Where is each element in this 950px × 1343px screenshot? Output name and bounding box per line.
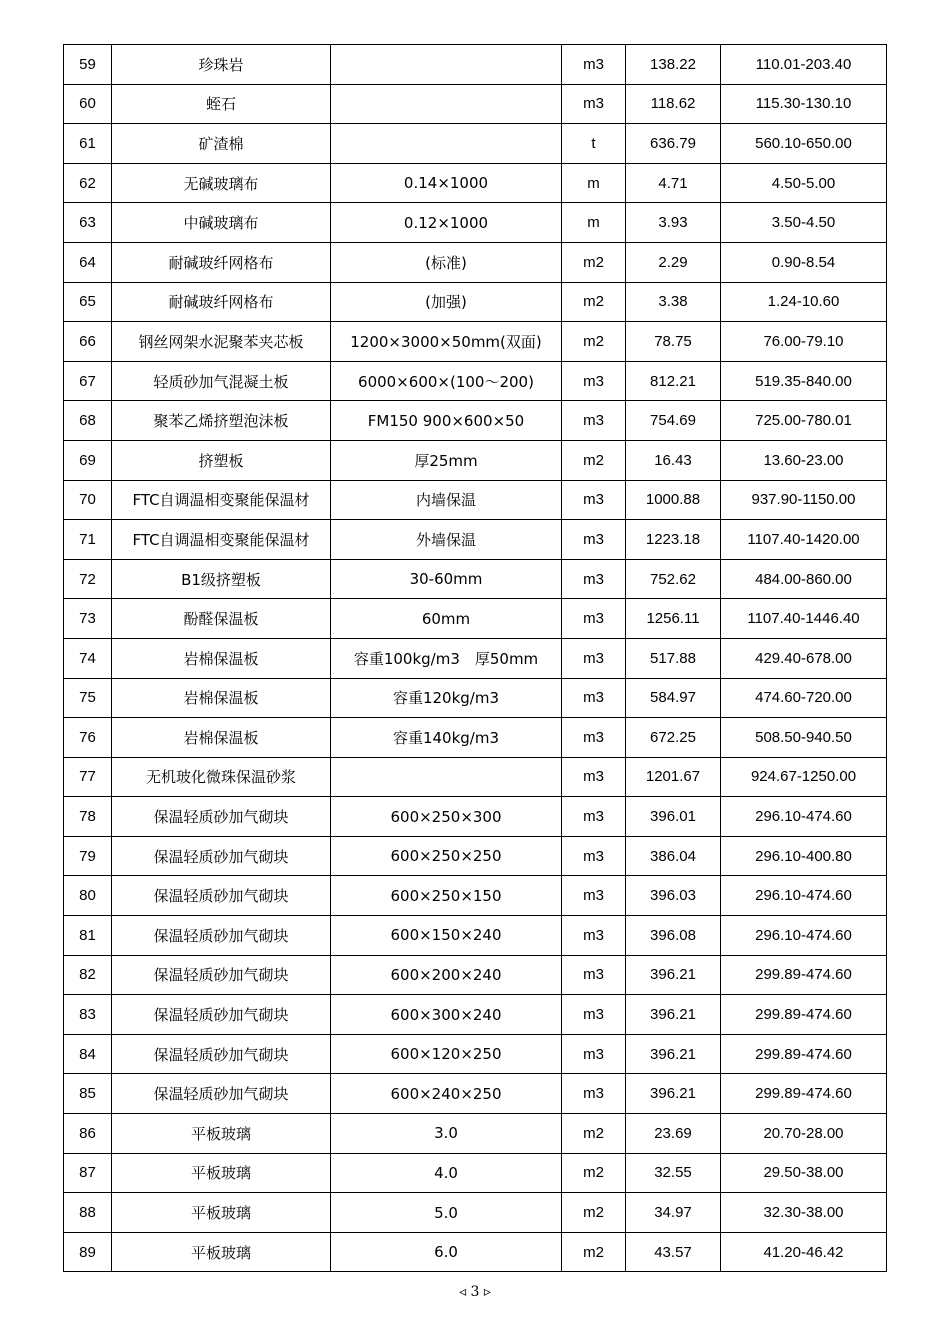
price-range-cell: 76.00-79.10 — [721, 322, 887, 362]
row-number-cell: 84 — [64, 1034, 112, 1074]
material-name-cell: 珍珠岩 — [112, 45, 331, 85]
table-row — [64, 1074, 887, 1114]
spec-cell: (加强) — [331, 282, 562, 322]
spec-cell: 容重120kg/m3 — [331, 678, 562, 718]
price-cell: 3.93 — [626, 203, 721, 243]
material-name-cell: 钢丝网架水泥聚苯夹芯板 — [112, 322, 331, 362]
price-range-cell: 1107.40-1446.40 — [721, 599, 887, 639]
material-name-cell: 中碱玻璃布 — [112, 203, 331, 243]
price-range-cell: 484.00-860.00 — [721, 559, 887, 599]
row-number-cell: 80 — [64, 876, 112, 916]
spec-cell: 600×300×240 — [331, 995, 562, 1035]
price-cell: 43.57 — [626, 1232, 721, 1272]
unit-cell: m3 — [562, 638, 626, 678]
table-row — [64, 480, 887, 520]
row-number-cell: 64 — [64, 242, 112, 282]
material-name-cell: 平板玻璃 — [112, 1232, 331, 1272]
unit-cell: m2 — [562, 282, 626, 322]
price-range-cell: 474.60-720.00 — [721, 678, 887, 718]
table-row — [64, 1153, 887, 1193]
table-row — [64, 599, 887, 639]
table-row — [64, 520, 887, 560]
spec-cell: 内墙保温 — [331, 480, 562, 520]
price-range-cell: 29.50-38.00 — [721, 1153, 887, 1193]
price-range-cell: 560.10-650.00 — [721, 124, 887, 164]
row-number-cell: 67 — [64, 361, 112, 401]
material-name-cell: FTC自调温相变聚能保温材 — [112, 520, 331, 560]
spec-cell: 30-60mm — [331, 559, 562, 599]
price-cell: 1000.88 — [626, 480, 721, 520]
row-number-cell: 59 — [64, 45, 112, 85]
unit-cell: m3 — [562, 797, 626, 837]
row-number-cell: 76 — [64, 718, 112, 758]
material-name-cell: 平板玻璃 — [112, 1153, 331, 1193]
table-row — [64, 559, 887, 599]
spec-cell: 600×120×250 — [331, 1034, 562, 1074]
price-cell: 636.79 — [626, 124, 721, 164]
price-cell: 517.88 — [626, 638, 721, 678]
price-cell: 386.04 — [626, 836, 721, 876]
table-row — [64, 242, 887, 282]
table-row — [64, 1114, 887, 1154]
row-number-cell: 70 — [64, 480, 112, 520]
row-number-cell: 89 — [64, 1232, 112, 1272]
price-range-cell: 20.70-28.00 — [721, 1114, 887, 1154]
table-row — [64, 718, 887, 758]
table-row — [64, 361, 887, 401]
spec-cell — [331, 84, 562, 124]
spec-cell: 容重100kg/m3 厚50mm — [331, 638, 562, 678]
price-cell: 584.97 — [626, 678, 721, 718]
row-number-cell: 68 — [64, 401, 112, 441]
table-row — [64, 203, 887, 243]
row-number-cell: 69 — [64, 440, 112, 480]
material-name-cell: 保温轻质砂加气砌块 — [112, 995, 331, 1035]
price-cell: 752.62 — [626, 559, 721, 599]
spec-cell: 0.14×1000 — [331, 163, 562, 203]
price-range-cell: 3.50-4.50 — [721, 203, 887, 243]
price-range-cell: 725.00-780.01 — [721, 401, 887, 441]
row-number-cell: 73 — [64, 599, 112, 639]
row-number-cell: 79 — [64, 836, 112, 876]
material-name-cell: 岩棉保温板 — [112, 678, 331, 718]
unit-cell: m2 — [562, 242, 626, 282]
material-name-cell: 无机玻化微珠保温砂浆 — [112, 757, 331, 797]
price-cell: 754.69 — [626, 401, 721, 441]
unit-cell: m3 — [562, 559, 626, 599]
row-number-cell: 82 — [64, 955, 112, 995]
spec-cell: 600×250×300 — [331, 797, 562, 837]
unit-cell: m3 — [562, 678, 626, 718]
spec-cell: 600×250×150 — [331, 876, 562, 916]
unit-cell: m3 — [562, 599, 626, 639]
material-name-cell: 挤塑板 — [112, 440, 331, 480]
price-cell: 396.21 — [626, 1074, 721, 1114]
price-cell: 812.21 — [626, 361, 721, 401]
spec-cell: 4.0 — [331, 1153, 562, 1193]
unit-cell: m3 — [562, 45, 626, 85]
price-cell: 118.62 — [626, 84, 721, 124]
table-row — [64, 1034, 887, 1074]
spec-cell: 600×240×250 — [331, 1074, 562, 1114]
row-number-cell: 83 — [64, 995, 112, 1035]
spec-cell: (标准) — [331, 242, 562, 282]
spec-cell: 1200×3000×50mm(双面) — [331, 322, 562, 362]
unit-cell: t — [562, 124, 626, 164]
price-cell: 2.29 — [626, 242, 721, 282]
material-name-cell: 保温轻质砂加气砌块 — [112, 836, 331, 876]
price-cell: 396.01 — [626, 797, 721, 837]
material-name-cell: 保温轻质砂加气砌块 — [112, 1074, 331, 1114]
page-number: ◃ 3 ▹ — [459, 1284, 491, 1300]
material-name-cell: 平板玻璃 — [112, 1114, 331, 1154]
table-row — [64, 401, 887, 441]
price-range-cell: 508.50-940.50 — [721, 718, 887, 758]
row-number-cell: 61 — [64, 124, 112, 164]
table-row — [64, 45, 887, 85]
material-name-cell: 聚苯乙烯挤塑泡沫板 — [112, 401, 331, 441]
material-name-cell: 岩棉保温板 — [112, 718, 331, 758]
price-range-cell: 296.10-474.60 — [721, 876, 887, 916]
price-range-cell: 41.20-46.42 — [721, 1232, 887, 1272]
price-range-cell: 519.35-840.00 — [721, 361, 887, 401]
table-row — [64, 757, 887, 797]
unit-cell: m3 — [562, 955, 626, 995]
material-name-cell: 保温轻质砂加气砌块 — [112, 797, 331, 837]
table-row — [64, 836, 887, 876]
price-range-cell: 1107.40-1420.00 — [721, 520, 887, 560]
price-cell: 138.22 — [626, 45, 721, 85]
spec-cell: 6000×600×(100～200) — [331, 361, 562, 401]
price-range-cell: 110.01-203.40 — [721, 45, 887, 85]
table-row — [64, 163, 887, 203]
price-table — [63, 44, 887, 1272]
price-cell: 3.38 — [626, 282, 721, 322]
row-number-cell: 77 — [64, 757, 112, 797]
price-cell: 16.43 — [626, 440, 721, 480]
table-row — [64, 678, 887, 718]
table-row — [64, 124, 887, 164]
price-cell: 23.69 — [626, 1114, 721, 1154]
material-name-cell: 保温轻质砂加气砌块 — [112, 876, 331, 916]
row-number-cell: 71 — [64, 520, 112, 560]
price-range-cell: 4.50-5.00 — [721, 163, 887, 203]
material-name-cell: 无碱玻璃布 — [112, 163, 331, 203]
unit-cell: m3 — [562, 995, 626, 1035]
price-cell: 78.75 — [626, 322, 721, 362]
price-cell: 34.97 — [626, 1193, 721, 1233]
price-cell: 396.03 — [626, 876, 721, 916]
price-range-cell: 299.89-474.60 — [721, 1034, 887, 1074]
material-name-cell: 保温轻质砂加气砌块 — [112, 955, 331, 995]
table-row — [64, 282, 887, 322]
price-cell: 396.21 — [626, 1034, 721, 1074]
price-range-cell: 32.30-38.00 — [721, 1193, 887, 1233]
price-range-cell: 296.10-474.60 — [721, 916, 887, 956]
row-number-cell: 66 — [64, 322, 112, 362]
row-number-cell: 81 — [64, 916, 112, 956]
material-name-cell: 保温轻质砂加气砌块 — [112, 1034, 331, 1074]
row-number-cell: 78 — [64, 797, 112, 837]
table-row — [64, 916, 887, 956]
row-number-cell: 62 — [64, 163, 112, 203]
table-body — [64, 45, 887, 1272]
price-cell: 396.21 — [626, 955, 721, 995]
spec-cell — [331, 45, 562, 85]
unit-cell: m2 — [562, 1153, 626, 1193]
unit-cell: m3 — [562, 916, 626, 956]
material-name-cell: 耐碱玻纤网格布 — [112, 282, 331, 322]
table-row — [64, 1193, 887, 1233]
unit-cell: m2 — [562, 1193, 626, 1233]
row-number-cell: 75 — [64, 678, 112, 718]
spec-cell: 厚25mm — [331, 440, 562, 480]
spec-cell: 外墙保温 — [331, 520, 562, 560]
spec-cell: 6.0 — [331, 1232, 562, 1272]
row-number-cell: 88 — [64, 1193, 112, 1233]
unit-cell: m3 — [562, 757, 626, 797]
row-number-cell: 63 — [64, 203, 112, 243]
spec-cell: 600×200×240 — [331, 955, 562, 995]
table-row — [64, 955, 887, 995]
price-range-cell: 296.10-474.60 — [721, 797, 887, 837]
material-name-cell: 岩棉保温板 — [112, 638, 331, 678]
table-row — [64, 322, 887, 362]
price-range-cell: 937.90-1150.00 — [721, 480, 887, 520]
price-range-cell: 13.60-23.00 — [721, 440, 887, 480]
unit-cell: m — [562, 163, 626, 203]
material-name-cell: 轻质砂加气混凝土板 — [112, 361, 331, 401]
row-number-cell: 65 — [64, 282, 112, 322]
spec-cell: 600×250×250 — [331, 836, 562, 876]
unit-cell: m3 — [562, 718, 626, 758]
material-name-cell: 矿渣棉 — [112, 124, 331, 164]
price-cell: 4.71 — [626, 163, 721, 203]
unit-cell: m3 — [562, 480, 626, 520]
table-row — [64, 797, 887, 837]
spec-cell: 60mm — [331, 599, 562, 639]
spec-cell: 0.12×1000 — [331, 203, 562, 243]
price-cell: 1201.67 — [626, 757, 721, 797]
price-range-cell: 299.89-474.60 — [721, 1074, 887, 1114]
material-name-cell: 蛭石 — [112, 84, 331, 124]
material-name-cell: FTC自调温相变聚能保温材 — [112, 480, 331, 520]
unit-cell: m — [562, 203, 626, 243]
material-name-cell: 酚醛保温板 — [112, 599, 331, 639]
material-name-cell: 保温轻质砂加气砌块 — [112, 916, 331, 956]
table-row — [64, 1232, 887, 1272]
spec-cell — [331, 757, 562, 797]
spec-cell: 600×150×240 — [331, 916, 562, 956]
row-number-cell: 72 — [64, 559, 112, 599]
price-range-cell: 299.89-474.60 — [721, 955, 887, 995]
spec-cell: 5.0 — [331, 1193, 562, 1233]
price-range-cell: 296.10-400.80 — [721, 836, 887, 876]
material-name-cell: 平板玻璃 — [112, 1193, 331, 1233]
unit-cell: m2 — [562, 440, 626, 480]
material-name-cell: B1级挤塑板 — [112, 559, 331, 599]
table-row — [64, 440, 887, 480]
unit-cell: m2 — [562, 1114, 626, 1154]
price-range-cell: 0.90-8.54 — [721, 242, 887, 282]
unit-cell: m3 — [562, 401, 626, 441]
spec-cell: 容重140kg/m3 — [331, 718, 562, 758]
unit-cell: m3 — [562, 361, 626, 401]
price-range-cell: 299.89-474.60 — [721, 995, 887, 1035]
row-number-cell: 87 — [64, 1153, 112, 1193]
spec-cell: 3.0 — [331, 1114, 562, 1154]
row-number-cell: 85 — [64, 1074, 112, 1114]
unit-cell: m3 — [562, 836, 626, 876]
unit-cell: m3 — [562, 1074, 626, 1114]
price-range-cell: 924.67-1250.00 — [721, 757, 887, 797]
price-cell: 672.25 — [626, 718, 721, 758]
table-row — [64, 638, 887, 678]
table-row — [64, 84, 887, 124]
unit-cell: m2 — [562, 1232, 626, 1272]
price-cell: 396.08 — [626, 916, 721, 956]
unit-cell: m2 — [562, 322, 626, 362]
table-row — [64, 876, 887, 916]
table-row — [64, 995, 887, 1035]
unit-cell: m3 — [562, 876, 626, 916]
spec-cell: FM150 900×600×50 — [331, 401, 562, 441]
price-cell: 32.55 — [626, 1153, 721, 1193]
unit-cell: m3 — [562, 1034, 626, 1074]
row-number-cell: 60 — [64, 84, 112, 124]
price-range-cell: 429.40-678.00 — [721, 638, 887, 678]
unit-cell: m3 — [562, 84, 626, 124]
spec-cell — [331, 124, 562, 164]
price-cell: 1223.18 — [626, 520, 721, 560]
unit-cell: m3 — [562, 520, 626, 560]
row-number-cell: 74 — [64, 638, 112, 678]
price-range-cell: 115.30-130.10 — [721, 84, 887, 124]
material-name-cell: 耐碱玻纤网格布 — [112, 242, 331, 282]
row-number-cell: 86 — [64, 1114, 112, 1154]
price-cell: 1256.11 — [626, 599, 721, 639]
price-range-cell: 1.24-10.60 — [721, 282, 887, 322]
price-cell: 396.21 — [626, 995, 721, 1035]
